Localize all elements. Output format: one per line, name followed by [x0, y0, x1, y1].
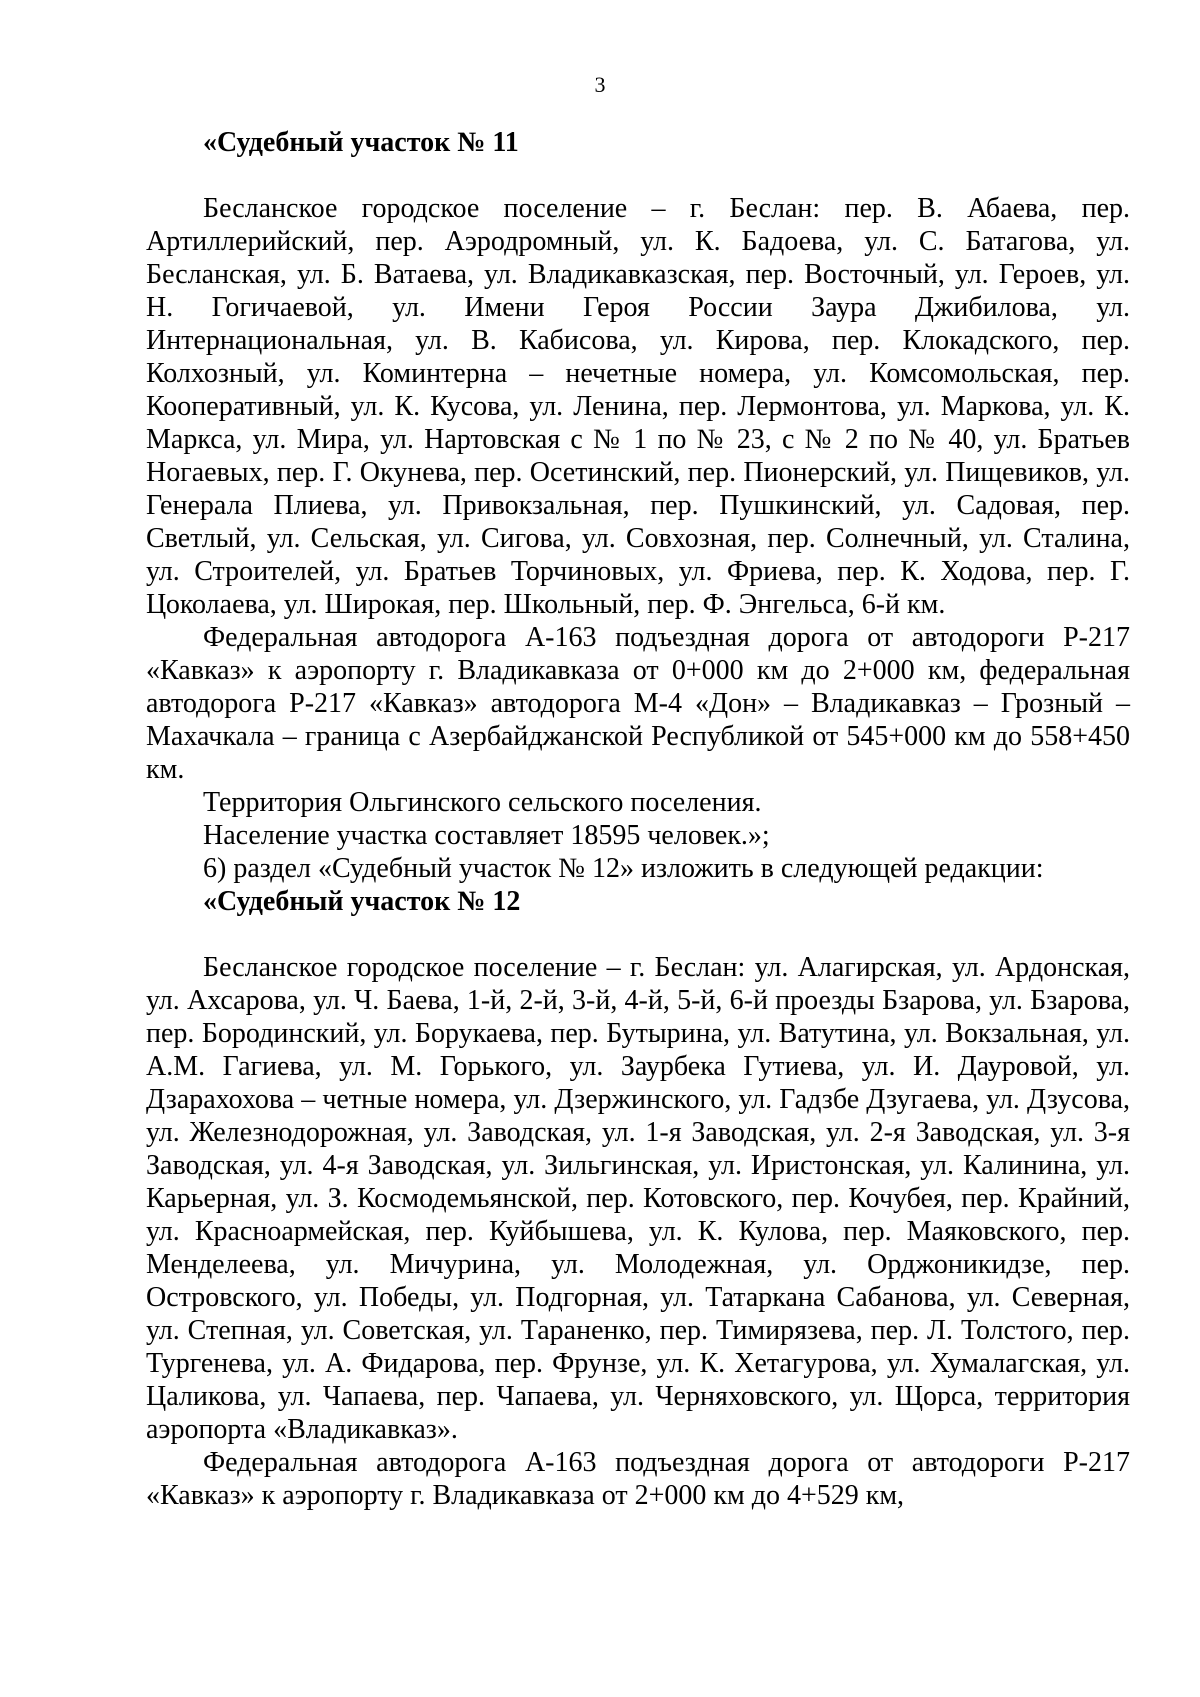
spacer — [146, 159, 1130, 192]
section-11-territory-line: Территория Ольгинского сельского поселения. — [203, 787, 762, 818]
section-11-population-line: Население участка составляет 18595 человек.»; — [203, 820, 770, 851]
section-12-streets-paragraph: Бесланское городское поселение – г. Беслан: ул. Алагирская, ул. Ардонская, ул. Ахсарова, ул. Ч. Баева, 1-й, 2-й, 3-й, 4-й, 5-й, 6-й проезды Бзарова, ул. Бзарова, пер. Бородинский, ул. Борукаева, пер. Бутырина, ул. Ватутина, ул. Вокзальная, ул. А.М. Гагиева, ул. М. Горького, ул. Заурбека Гутиева, ул. И. Дауровой, ул. Дзарахохова – четные номера, ул. Дзержинского, ул. Гадзбе Дзугаева, ул. Дзусова, ул. Железнодорожная, ул. Заводская, ул. 1-я Заводская, ул. 2-я Заводская, ул. 3-я Заводская, ул. 4-я Заводская, ул. Зильгинская, ул. Иристонская, ул. Калинина, ул. Карьерная, ул. З. Космодемьянской, пер. Котовского, пер. Кочубея, пер. Крайний, ул. Красноармейская, пер. Куйбышева, ул. К. Кулова, пер. Маяковского, пер. Менделеева, ул. Мичурина, ул. Молодежная, ул. Орджоникидзе, пер. Островского, ул. Победы, ул. Подгорная, ул. Татаркана Сабанова, ул. Северная, ул. Степная, ул. Советская, ул. Тараненко, пер. Тимирязева, пер. Л. Толстого, пер. Тургенева, ул. А. Фидарова, пер. Фрунзе, ул. К. Хетагурова, ул. Хумалагская, ул. Цаликова, ул. Чапаева, пер. Чапаева, ул. Черняховского, ул. Щорса, территория аэропорта «Владикавказ». — [146, 952, 1130, 1445]
section-11-heading: «Судебный участок № 11 — [203, 127, 519, 158]
section-11-streets-paragraph: Бесланское городское поселение – г. Беслан: пер. В. Абаева, пер. Артиллерийский, пер. Аэродромный, ул. К. Бадоева, ул. С. Батагова, ул. Бесланская, ул. Б. Ватаева, ул. Владикавказская, пер. Восточный, ул. Героев, ул. Н. Гогичаевой, ул. Имени Героя России Заура Джибилова, ул. Интернациональная, ул. В. Кабисова, ул. Кирова, пер. Клокадского, пер. Колхозный, ул. Коминтерна – нечетные номера, ул. Комсомольская, пер. Кооперативный, ул. К. Кусова, ул. Ленина, пер. Лермонтова, ул. Маркова, ул. К. Маркса, ул. Мира, ул. Нартовская с № 1 по № 23, с № 2 по № 40, ул. Братьев Ногаевых, пер. Г. Окунева, пер. Осетинский, пер. Пионерский, ул. Пищевиков, ул. Генерала Плиева, ул. Привокзальная, пер. Пушкинский, ул. Садовая, пер. Светлый, ул. Сельская, ул. Сигова, ул. Совхозная, пер. Солнечный, ул. Сталина, ул. Строителей, ул. Братьев Торчиновых, ул. Фриева, пер. К. Ходова, пер. Г. Цоколаева, ул. Широкая, пер. Школьный, пер. Ф. Энгельса, 6-й км. — [146, 193, 1130, 620]
page-number: 3 — [594, 72, 606, 97]
section-12-heading: «Судебный участок № 12 — [203, 886, 521, 917]
document-body — [146, 126, 1130, 1512]
section-11-roads-paragraph: Федеральная автодорога А-163 подъездная дорога от автодороги Р-217 «Кавказ» к аэропорту г. Владикавказа от 0+000 км до 2+000 км, федеральная автодорога Р-217 «Кавказ» автодорога М-4 «Дон» – Владикавказ – Грозный – Махачкала – граница с Азербайджанской Республикой от 545+000 км до 558+450 км. — [146, 622, 1130, 785]
amendment-instruction: 6) раздел «Судебный участок № 12» изложить в следующей редакции: — [203, 853, 1044, 884]
spacer — [146, 918, 1130, 951]
section-12-roads-paragraph: Федеральная автодорога А-163 подъездная дорога от автодороги Р-217 «Кавказ» к аэропорту г. Владикавказа от 2+000 км до 4+529 км, — [146, 1447, 1130, 1511]
